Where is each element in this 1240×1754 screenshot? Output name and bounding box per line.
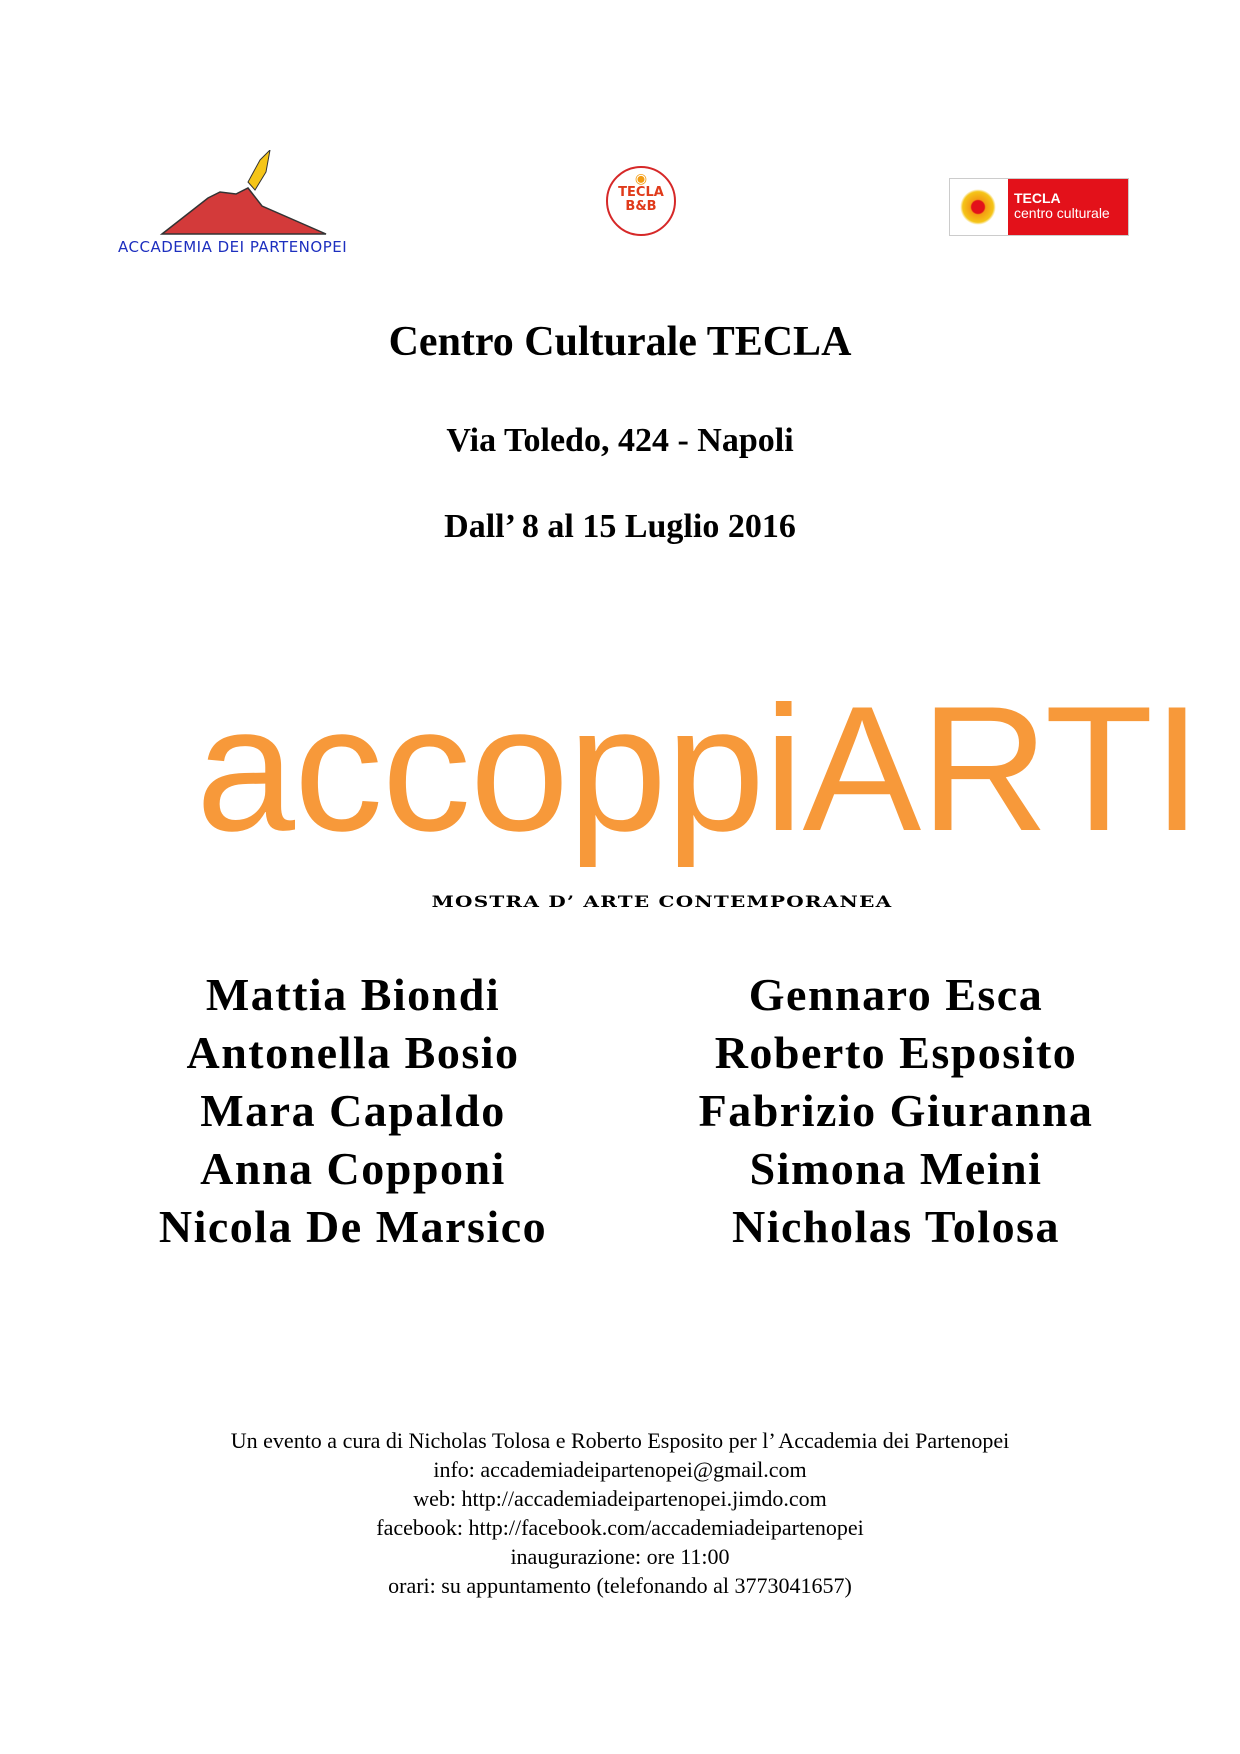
event-subtitle: MOSTRA D’ ARTE CONTEMPORANEA [431,892,893,911]
artist-name: Fabrizio Giuranna [698,1085,1094,1136]
web-line: web: http://accademiadeipartenopei.jimdo.com [413,1486,827,1511]
artist-name: Simona Meini [749,1143,1043,1194]
artist-name: Nicholas Tolosa [732,1201,1060,1252]
email-line: info: accademiadeipartenopei@gmail.com [433,1457,807,1482]
tecla-bb-logo [606,166,676,236]
artists-left-column [93,966,613,1256]
volcano-logo-icon [150,150,340,240]
tecla-text: TECLA [1014,190,1061,206]
artist-name: Antonella Bosio [186,1027,520,1078]
event-name: accoppiARTI [196,669,1201,868]
artist-name: Gennaro Esca [748,969,1044,1020]
spiral-icon: ◉ [634,171,648,187]
facebook-line: facebook: http://facebook.com/accademiadeipartenopei [376,1515,864,1540]
hours-line: orari: su appuntamento (telefonando al 3773041657) [388,1573,852,1598]
artist-name: Roberto Esposito [714,1027,1078,1078]
artist-name: Anna Copponi [200,1143,506,1194]
tecla-bb-text: TECLA [618,185,664,200]
bb-text: B&B [625,199,657,214]
artist-name: Mattia Biondi [205,969,501,1020]
opening-line: inaugurazione: ore 11:00 [510,1544,730,1569]
footer-info [0,1426,1240,1600]
artist-name: Nicola De Marsico [158,1201,548,1252]
tecla-centro-logo [949,178,1129,236]
artist-name: Mara Capaldo [200,1085,506,1136]
event-dates: Dall’ 8 al 15 Luglio 2016 [444,508,796,545]
accademia-logo-text: ACCADEMIA DEI PARTENOPEI [118,238,348,256]
venue-title: Centro Culturale TECLA [388,319,852,365]
venue-address: Via Toledo, 424 - Napoli [446,422,794,459]
spiral-icon [960,189,996,225]
curators-line: Un evento a cura di Nicholas Tolosa e Roberto Esposito per l’ Accademia dei Partenopei [230,1428,1010,1453]
artists-right-column [636,966,1156,1256]
centro-culturale-text: centro culturale [1014,205,1110,221]
